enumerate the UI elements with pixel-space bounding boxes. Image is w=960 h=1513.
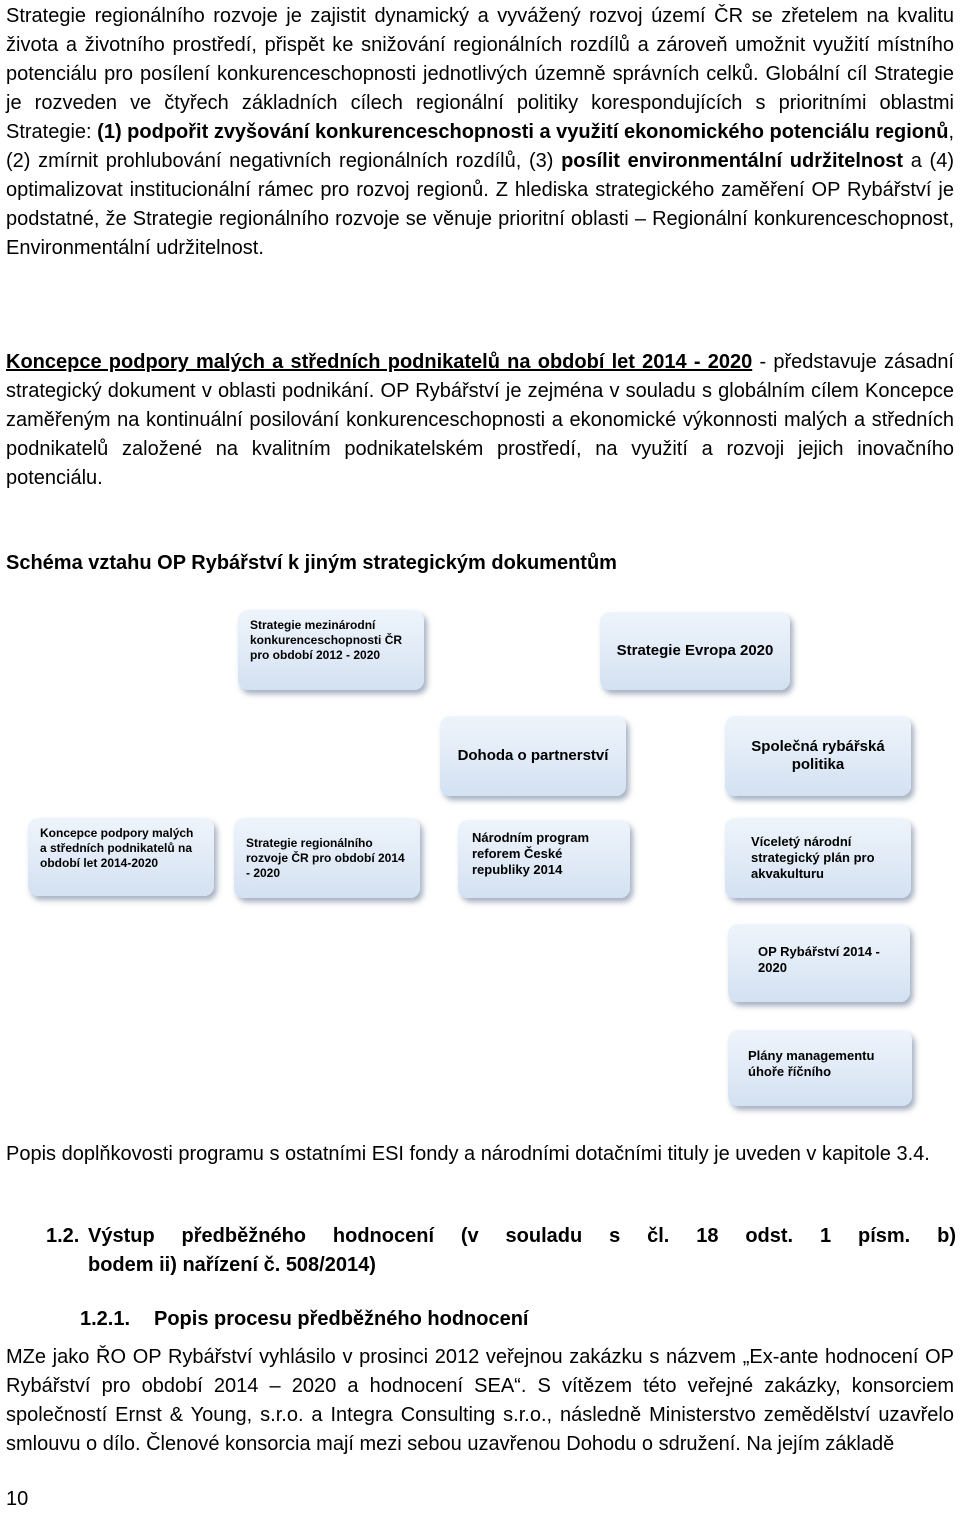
box-strategie-mezinarodni: Strategie mezinárodní konkurenceschopnosti ČR pro období 2012 - 2020 bbox=[238, 610, 424, 690]
paragraph1-bold-2: posílit environmentální udržitelnost bbox=[561, 150, 904, 172]
paragraph1-text-b: , (2) zmírnit prohlubování negativních regionálních rozdílů, (3) bbox=[6, 121, 954, 172]
section-1-2-1-number: 1.2.1. bbox=[80, 1308, 131, 1330]
paragraph2-text: - představuje zásadní strategický dokument v oblasti podnikání. OP Rybářství je zejména v souladu s globálním cílem Koncepce zaměřeným na kontinuální posilování konkurenceschopnosti a ekonomické výkonnosti malých a středních podnikatelů založené na kvalitním podnikatelském prostředí, na využití a rozvoji jejich inovačního potenciálu. bbox=[6, 351, 954, 489]
section-1-2-number: 1.2. bbox=[46, 1225, 80, 1247]
section-1-2-title-line1: Výstup předběžného hodnocení (v souladu s čl. 18 odst. 1 písm. b) bbox=[88, 1225, 956, 1247]
paragraph-strategie-regionalniho-rozvoje bbox=[6, 2, 954, 263]
page-number: 10 bbox=[6, 1488, 29, 1510]
box-plany-managementu: Plány managementu úhoře říčního bbox=[728, 1030, 912, 1106]
paragraph-koncepce-msp bbox=[6, 348, 954, 493]
schema-title: Schéma vztahu OP Rybářství k jiným strategickým dokumentům bbox=[6, 552, 617, 574]
box-koncepce-msp: Koncepce podpory malých a středních podnikatelů na období let 2014-2020 bbox=[28, 818, 214, 896]
box-vicelety-narodni-plan: Víceletý národní strategický plán pro akvakulturu bbox=[725, 818, 911, 898]
section-1-2-1-title: Popis procesu předběžného hodnocení bbox=[154, 1308, 529, 1330]
paragraph1-bold-1: (1) podpořit zvyšování konkurenceschopnosti a využití ekonomického potenciálu regionů bbox=[97, 121, 949, 143]
paragraph1-text-a: Strategie regionálního rozvoje je zajistit dynamický a vyvážený rozvoj území ČR se zřetelem na kvalitu života a životního prostředí, přispět ke snižování regionálních rozdílů a zároveň umožnit využití místního potenciálu pro posílení konkurenceschopnosti jednotlivých územně správních celků. Globální cíl Strategie je rozveden ve čtyřech základních cílech regionální politiky korespondujících s prioritními oblastmi Strategie: bbox=[6, 5, 954, 143]
paragraph1-text-c: a (4) optimalizovat institucionální rámec pro rozvoj regionů. Z hlediska strategického zaměření OP Rybářství je podstatné, že Strategie regionálního rozvoje se věnuje prioritní oblasti – Regionální konkurenceschopnost, Environmentální udržitelnost. bbox=[6, 150, 954, 259]
box-narodni-program-reforem: Národním program reforem České republiky 2014 bbox=[458, 820, 630, 898]
box-op-rybarstvi: OP Rybářství 2014 - 2020 bbox=[728, 924, 910, 1002]
box-strategie-regionalniho-rozvoje: Strategie regionálního rozvoje ČR pro období 2014 - 2020 bbox=[234, 818, 420, 898]
box-spolecna-rybarska-politika: Společná rybářská politika bbox=[725, 716, 911, 796]
box-strategie-evropa: Strategie Evropa 2020 bbox=[600, 612, 790, 690]
paragraph-doplnkovost: Popis doplňkovosti programu s ostatními ESI fondy a národními dotačními tituly je uveden v kapitole 3.4. bbox=[6, 1143, 930, 1165]
koncepce-link[interactable]: Koncepce podpory malých a středních podnikatelů na období let 2014 - 2020 bbox=[6, 351, 753, 373]
section-1-2-title-line2: bodem ii) nařízení č. 508/2014) bbox=[88, 1254, 376, 1276]
paragraph-popis-procesu: MZe jako ŘO OP Rybářství vyhlásilo v prosinci 2012 veřejnou zakázku s názvem „Ex-ante hodnocení OP Rybářství pro období 2014 – 2020 a hodnocení SEA“. S vítězem této veřejné zakázky, konsorciem společností Ernst & Young, s.r.o. a Integra Consulting s.r.o., následně Ministerstvo zemědělství uzavřelo smlouvu o dílo. Členové konsorcia mají mezi sebou uzavřenou Dohodu o sdružení. Na jejím základě bbox=[6, 1346, 954, 1455]
box-dohoda-o-partnerstvi: Dohoda o partnerství bbox=[440, 716, 626, 796]
